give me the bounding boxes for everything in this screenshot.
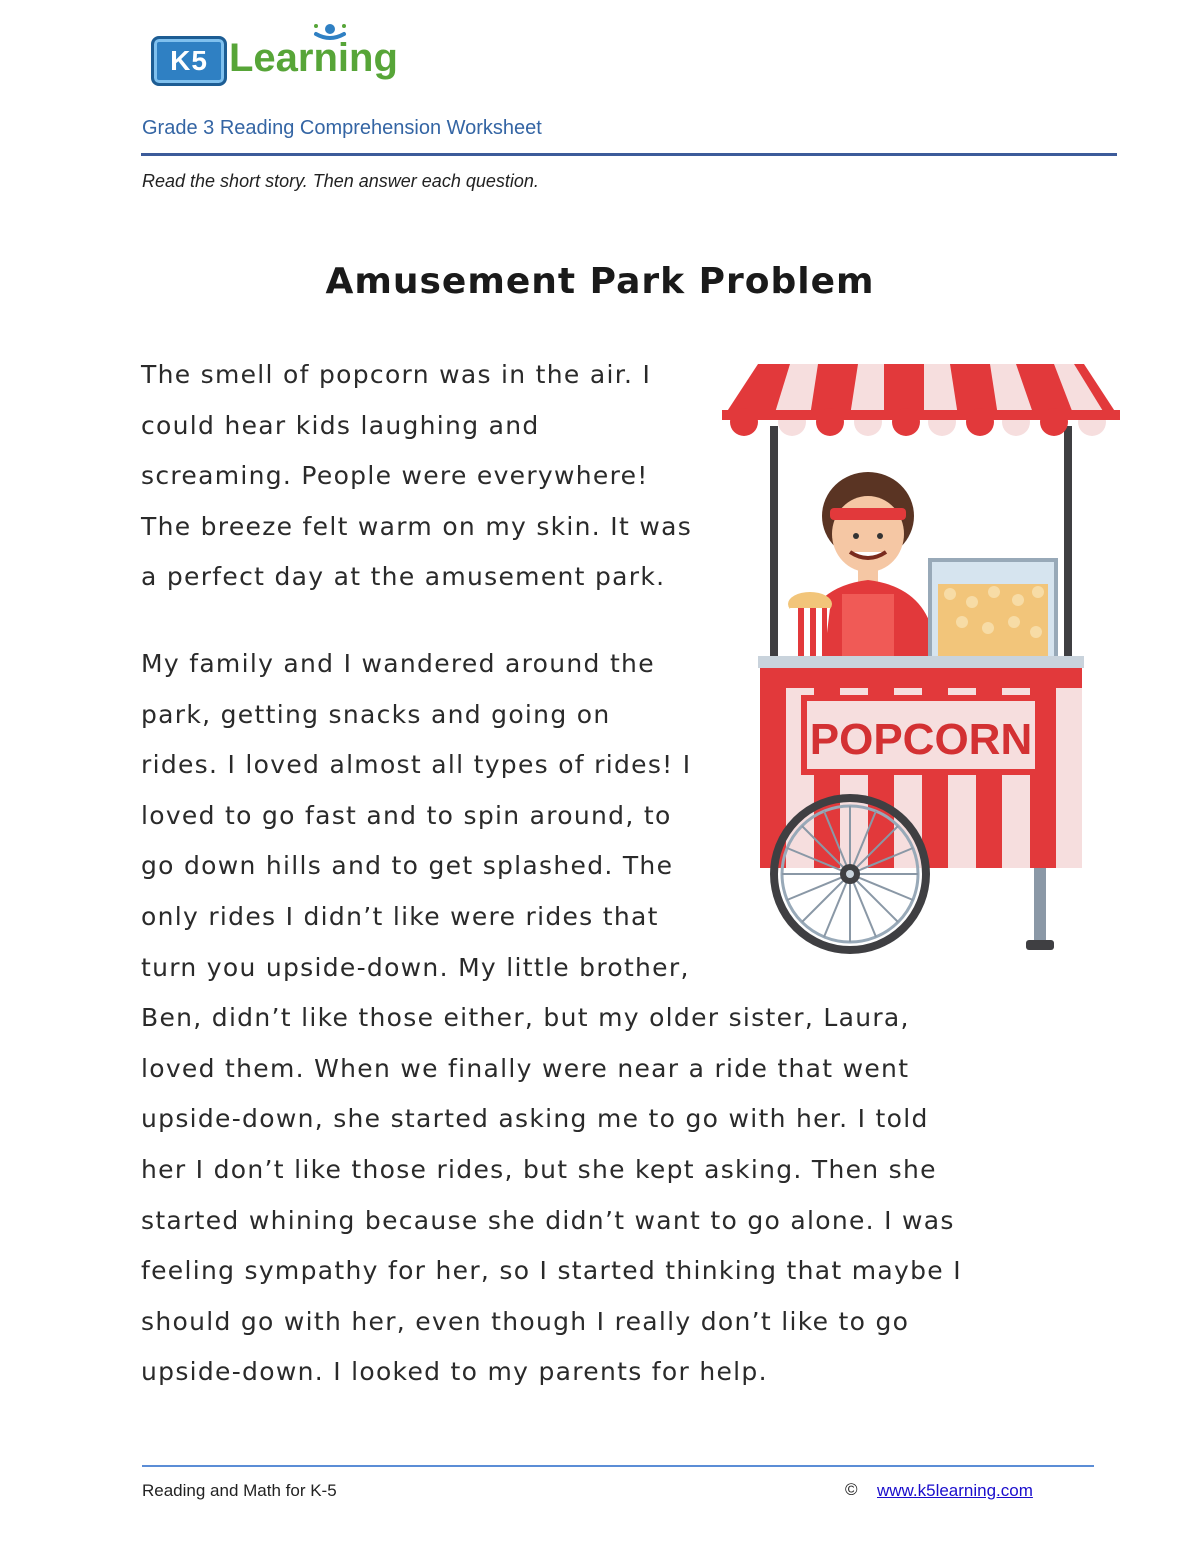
cart-pole-right: [1064, 426, 1072, 666]
cart-counter: [758, 656, 1084, 668]
grade-line: Grade 3 Reading Comprehension Worksheet: [142, 117, 542, 139]
story-line: should go with her, even though I really don’t like to go: [141, 1306, 910, 1336]
story-line: Ben, didn’t like those either, but my older sister, Laura,: [141, 1003, 910, 1033]
footer-tagline: Reading and Math for K-5: [142, 1481, 337, 1500]
k5learning-link[interactable]: www.k5learning.com: [877, 1481, 1033, 1500]
story-line: The breeze felt warm on my skin. It was: [141, 511, 693, 541]
logo-wordmark: Learning: [229, 36, 398, 80]
story-line: her I don’t like those rides, but she kept asking. Then she: [141, 1154, 937, 1184]
story-line: upside-down. I looked to my parents for help.: [141, 1357, 768, 1387]
story-line: a perfect day at the amusement park.: [141, 562, 666, 592]
cart-wheel: [774, 798, 926, 950]
popcorn-box: [788, 592, 832, 658]
story-line: loved them. When we finally were near a ride that went: [141, 1053, 910, 1083]
story-line: upside-down, she started asking me to go with her. I told: [141, 1104, 929, 1134]
header-divider: [141, 153, 1117, 156]
story-line: could hear kids laughing and: [141, 410, 540, 440]
story-line: screaming. People were everywhere!: [141, 461, 649, 491]
footer-divider: [142, 1465, 1094, 1467]
copyright-symbol: ©: [845, 1480, 858, 1499]
story-line: turn you upside-down. My little brother,: [141, 952, 690, 982]
story-line: started whining because she didn’t want to go alone. I was: [141, 1205, 955, 1235]
popcorn-cart-illustration: [718, 356, 1124, 964]
story-line: only rides I didn’t like were rides that: [141, 901, 659, 931]
logo-person-icon: [310, 22, 350, 52]
logo-badge: K5: [151, 36, 227, 86]
story-line: rides. I loved almost all types of rides! I: [141, 750, 692, 780]
story-line: feeling sympathy for her, so I started thinking that maybe I: [141, 1256, 962, 1286]
story-line: loved to go fast and to spin around, to: [141, 800, 672, 830]
cart-awning: [722, 364, 1120, 436]
cart-foot: [1026, 940, 1054, 950]
popcorn-machine: [930, 560, 1056, 660]
story-line: My family and I wandered around the: [141, 648, 655, 678]
k5-learning-logo: [145, 22, 405, 92]
cart-sign-text: POPCORN: [809, 715, 1033, 764]
cart-leg: [1034, 868, 1046, 942]
cart-pole-left: [770, 426, 778, 666]
story-line: go down hills and to get splashed. The: [141, 851, 674, 881]
instruction-text: Read the short story. Then answer each question.: [142, 171, 539, 191]
story-title: Amusement Park Problem: [325, 261, 875, 302]
story-line: park, getting snacks and going on: [141, 699, 611, 729]
story-line: The smell of popcorn was in the air. I: [141, 360, 652, 389]
